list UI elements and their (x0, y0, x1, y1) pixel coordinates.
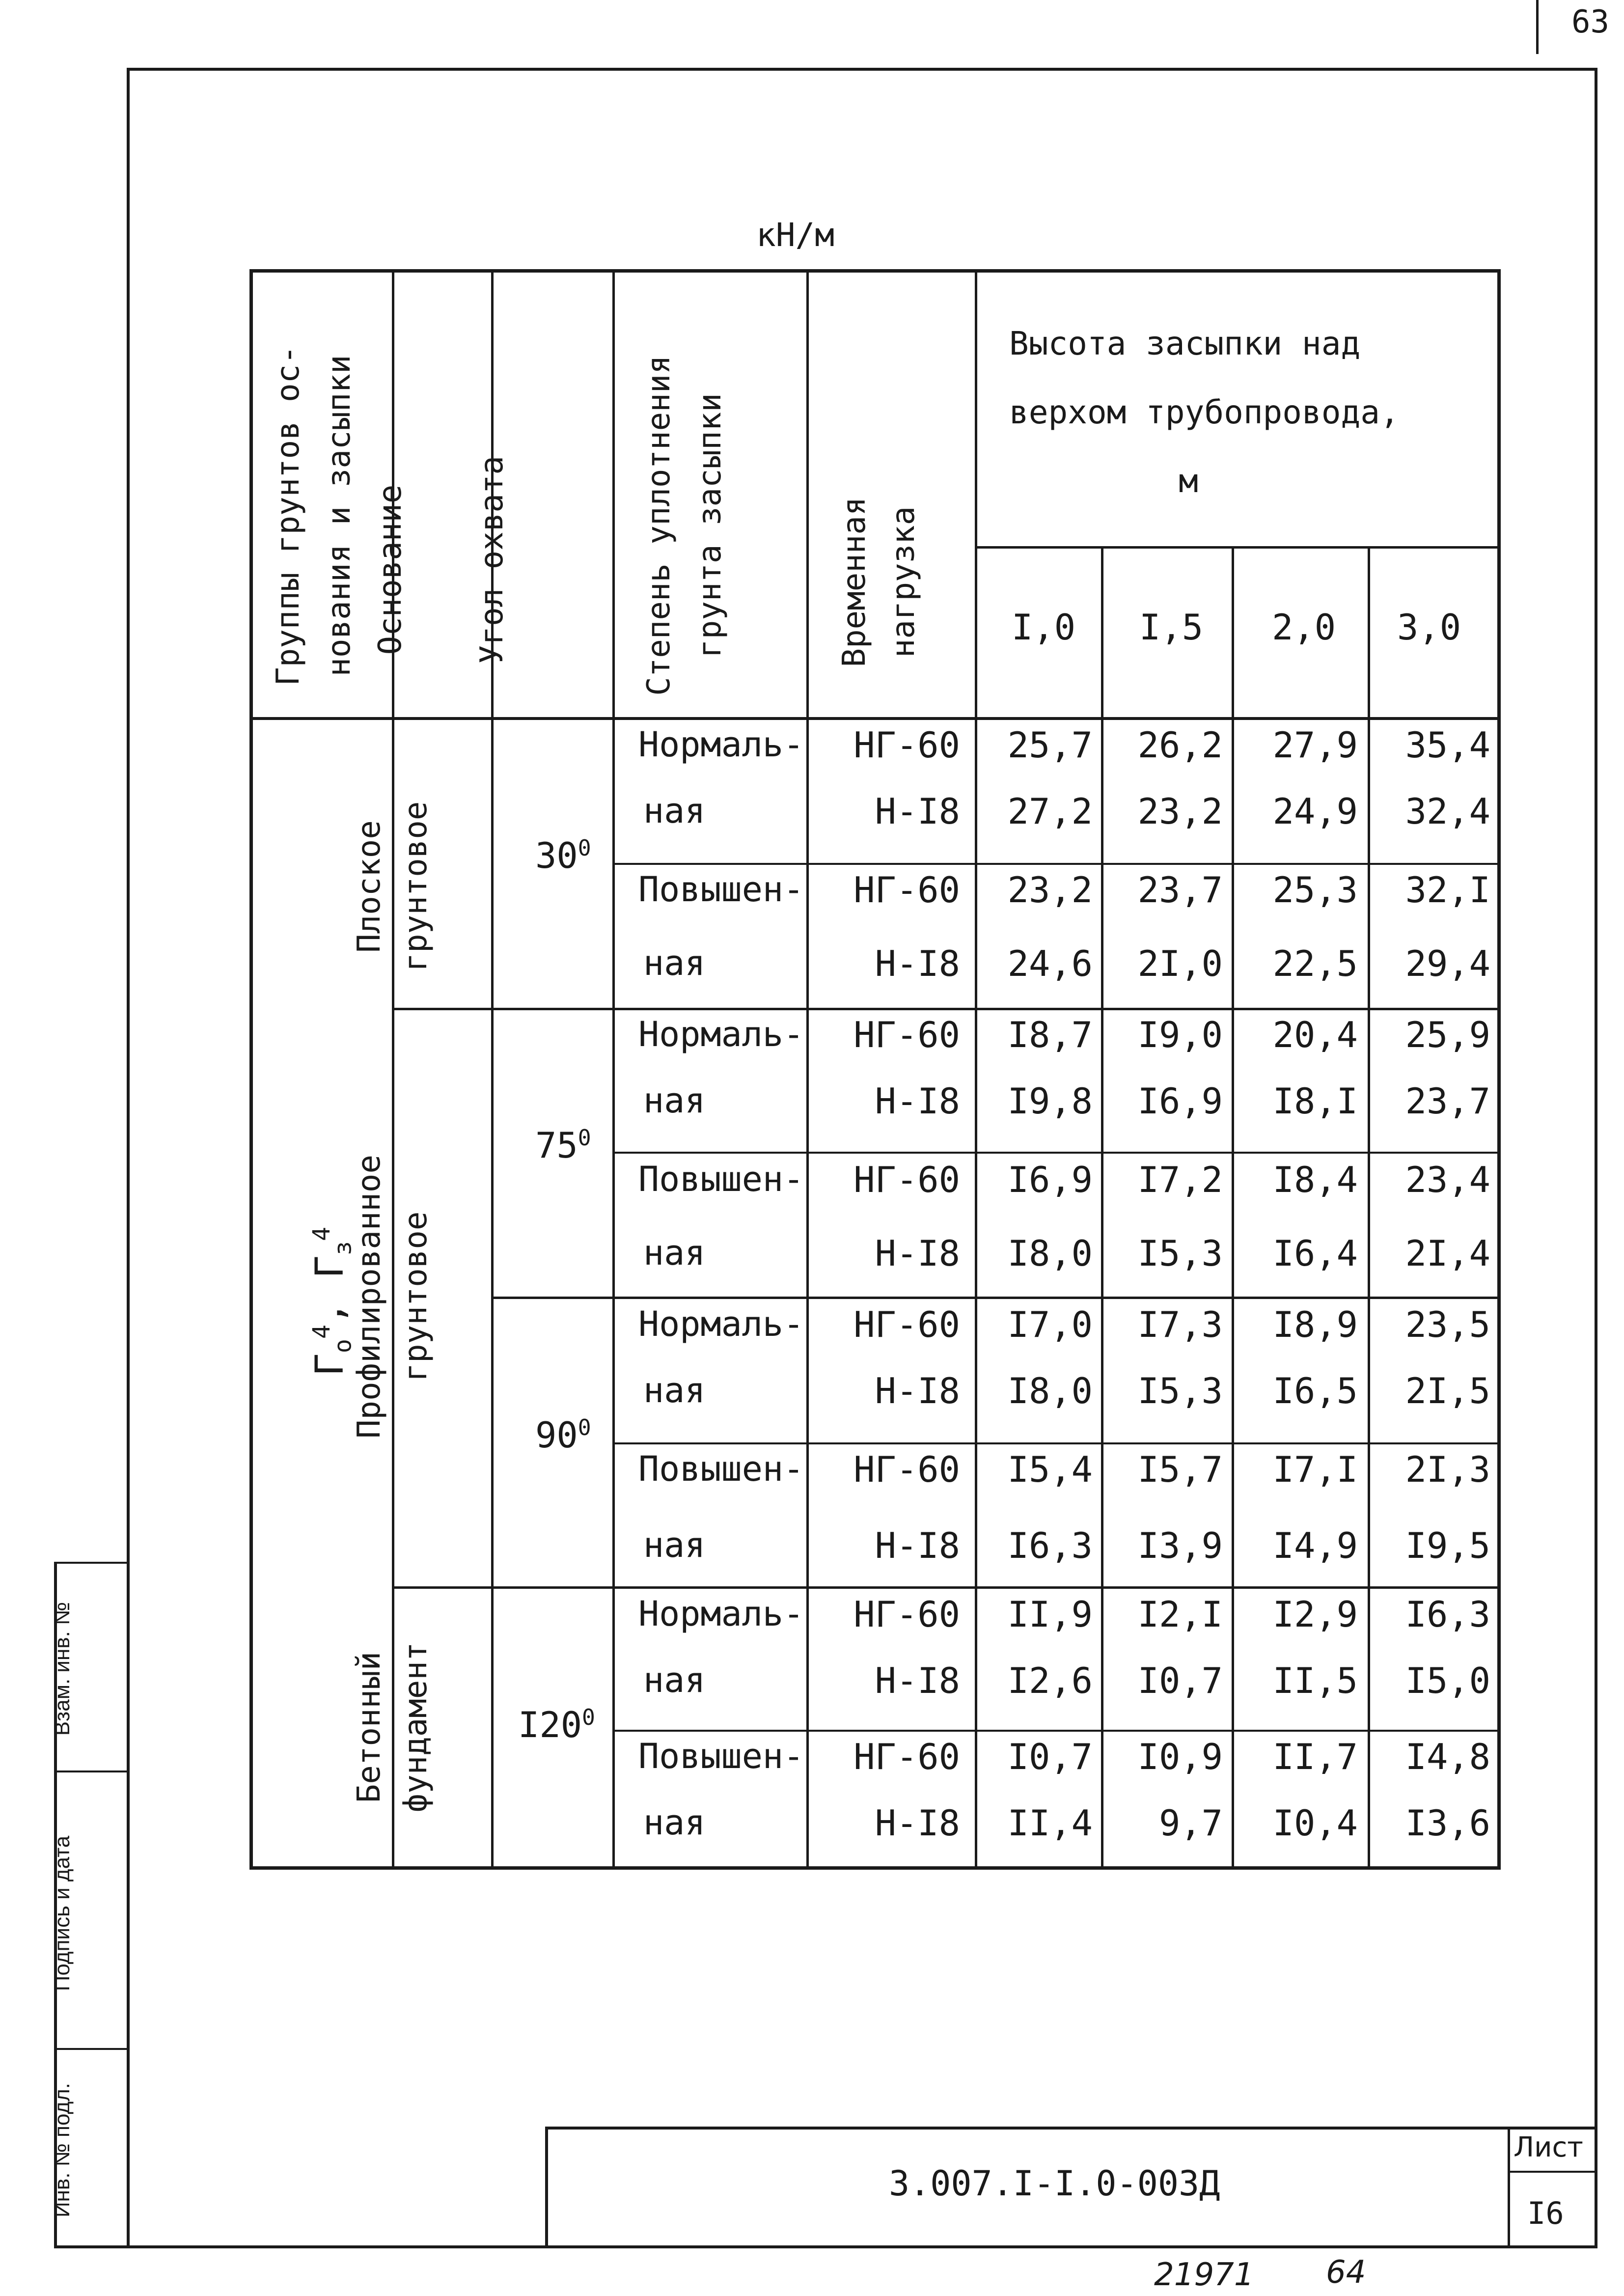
value-cell: I8,I (1272, 1080, 1358, 1122)
load-label: НГ-60 (853, 869, 960, 911)
page-number-divider (1536, 0, 1539, 54)
value-cell: 25,3 (1272, 869, 1358, 911)
stamp-signature-date: Подпись и дата (50, 1835, 74, 1992)
frame-right (1595, 68, 1597, 2248)
header-base: Основание (372, 484, 409, 655)
value-cell: 2I,3 (1405, 1449, 1490, 1490)
load-label: Н-I8 (875, 1370, 960, 1411)
value-cell: II,9 (1007, 1594, 1093, 1635)
value-cell: I5,4 (1007, 1449, 1093, 1490)
frame-left (127, 68, 130, 2248)
value-cell: I6,4 (1272, 1233, 1358, 1274)
load-label: НГ-60 (853, 1014, 960, 1055)
load-label: Н-I8 (875, 1660, 960, 1701)
height-1-5: I,5 (1139, 607, 1204, 648)
value-cell: 2I,5 (1405, 1370, 1490, 1411)
value-cell: II,4 (1007, 1802, 1093, 1844)
value-cell: I5,0 (1405, 1660, 1490, 1701)
sheet-number: I6 (1527, 2195, 1564, 2231)
value-cell: 24,9 (1272, 791, 1358, 832)
value-cell: I2,9 (1272, 1594, 1358, 1635)
value-cell: I9,0 (1137, 1014, 1223, 1055)
header-compaction: Степень уплотнения грунта засыпки (641, 355, 728, 696)
value-cell: I0,7 (1137, 1660, 1223, 1701)
load-label: НГ-60 (853, 724, 960, 766)
compaction-label: ная (643, 1233, 706, 1273)
value-cell: I4,8 (1405, 1736, 1490, 1777)
value-cell: 35,4 (1405, 724, 1490, 766)
value-cell: I6,5 (1272, 1370, 1358, 1411)
value-cell: I0,4 (1272, 1802, 1358, 1844)
load-label: Н-I8 (875, 1233, 960, 1274)
value-cell: 25,7 (1007, 724, 1093, 766)
units-label: кН/м (756, 216, 834, 254)
angle-30: $30^0$ (535, 835, 591, 876)
height-1-0: I,0 (1012, 607, 1076, 648)
load-label: НГ-60 (853, 1159, 960, 1200)
value-cell: 29,4 (1405, 943, 1490, 984)
value-cell: I8,7 (1007, 1014, 1093, 1055)
height-3-0: 3,0 (1397, 607, 1461, 648)
base-profiled: Профилированное грунтовое (351, 1155, 434, 1438)
value-cell: I8,4 (1272, 1159, 1358, 1200)
value-cell: II,7 (1272, 1736, 1358, 1777)
stamp-inv-original: Инв. № подл. (50, 2082, 74, 2218)
base-concrete: Бетонный фундамент (351, 1642, 434, 1813)
compaction-label: ная (643, 1660, 706, 1700)
value-cell: 26,2 (1137, 724, 1223, 766)
value-cell: 27,2 (1007, 791, 1093, 832)
value-cell: 24,6 (1007, 943, 1093, 984)
angle-75: $75^0$ (535, 1125, 591, 1166)
value-cell: 9,7 (1158, 1802, 1223, 1844)
value-cell: I5,3 (1137, 1370, 1223, 1411)
value-cell: I0,9 (1137, 1736, 1223, 1777)
header-soil-groups: Группы грунтов ос- нования и засыпки (270, 345, 358, 686)
load-label: НГ-60 (853, 1594, 960, 1635)
value-cell: I7,I (1272, 1449, 1358, 1490)
frame-bottom (54, 2245, 1597, 2248)
soil-group-value: $Г_о^4$, $Г_з^4$ (308, 1226, 357, 1377)
value-cell: 32,4 (1405, 791, 1490, 832)
load-label: НГ-60 (853, 1736, 960, 1777)
compaction-label: Повышен- (638, 869, 804, 910)
compaction-label: ная (643, 1802, 706, 1843)
value-cell: I6,9 (1137, 1080, 1223, 1122)
load-label: Н-I8 (875, 943, 960, 984)
value-cell: I2,I (1137, 1594, 1223, 1635)
value-cell: I3,6 (1405, 1802, 1490, 1844)
value-cell: I5,7 (1137, 1449, 1223, 1490)
value-cell: I2,6 (1007, 1660, 1093, 1701)
value-cell: I7,3 (1137, 1304, 1223, 1345)
value-cell: 2I,0 (1137, 943, 1223, 984)
value-cell: I6,3 (1007, 1525, 1093, 1566)
value-cell: I9,5 (1405, 1525, 1490, 1566)
value-cell: 22,5 (1272, 943, 1358, 984)
compaction-label: ная (643, 1080, 706, 1121)
value-cell: 23,7 (1137, 869, 1223, 911)
value-cell: 23,2 (1007, 869, 1093, 911)
compaction-label: ная (643, 1525, 706, 1565)
compaction-label: Повышен- (638, 1449, 804, 1489)
frame-top (127, 68, 1597, 71)
value-cell: I9,8 (1007, 1080, 1093, 1122)
compaction-label: Повышен- (638, 1159, 804, 1199)
load-label: Н-I8 (875, 1080, 960, 1122)
base-flat: Плоское грунтовое (351, 801, 434, 972)
value-cell: 2I,4 (1405, 1233, 1490, 1274)
load-label: НГ-60 (853, 1304, 960, 1345)
compaction-label: Нормаль- (638, 724, 804, 765)
value-cell: I4,9 (1272, 1525, 1358, 1566)
compaction-label: Нормаль- (638, 1304, 804, 1344)
compaction-label: Повышен- (638, 1736, 804, 1776)
load-label: НГ-60 (853, 1449, 960, 1490)
value-cell: I7,2 (1137, 1159, 1223, 1200)
compaction-label: Нормаль- (638, 1594, 804, 1634)
sheet-label: Лист (1514, 2131, 1583, 2163)
value-cell: 32,I (1405, 869, 1490, 911)
load-label: Н-I8 (875, 1525, 960, 1566)
value-cell: 27,9 (1272, 724, 1358, 766)
header-load: Временная нагрузка (836, 497, 922, 667)
value-cell: I5,3 (1137, 1233, 1223, 1274)
value-cell: 23,4 (1405, 1159, 1490, 1200)
value-cell: I8,0 (1007, 1233, 1093, 1274)
value-cell: II,5 (1272, 1660, 1358, 1701)
height-2-0: 2,0 (1272, 607, 1336, 648)
compaction-label: ная (643, 1370, 706, 1411)
compaction-label: ная (643, 791, 706, 831)
angle-90: $90^0$ (535, 1414, 591, 1456)
page-number: 63 (1571, 4, 1610, 40)
value-cell: I8,0 (1007, 1370, 1093, 1411)
value-cell: 25,9 (1405, 1014, 1490, 1055)
footer-number-2: 64 (1326, 2254, 1366, 2291)
value-cell: I7,0 (1007, 1304, 1093, 1345)
document-code: 3.007.I-I.0-003Д (889, 2163, 1220, 2204)
footer-number-1: 21971 (1154, 2257, 1254, 2293)
value-cell: 23,7 (1405, 1080, 1490, 1122)
compaction-label: Нормаль- (638, 1014, 804, 1054)
value-cell: 23,2 (1137, 791, 1223, 832)
stamp-replacement-inv: Взам. инв. № (50, 1602, 74, 1736)
value-cell: I3,9 (1137, 1525, 1223, 1566)
load-label: Н-I8 (875, 1802, 960, 1844)
value-cell: I6,9 (1007, 1159, 1093, 1200)
value-cell: 23,5 (1405, 1304, 1490, 1345)
load-label: Н-I8 (875, 791, 960, 832)
value-cell: 20,4 (1272, 1014, 1358, 1055)
value-cell: I0,7 (1007, 1736, 1093, 1777)
header-angle: Угол охвата (474, 456, 510, 664)
header-height: Высота засыпки над верхом трубопровода, м (1009, 325, 1400, 500)
value-cell: I6,3 (1405, 1594, 1490, 1635)
value-cell: I8,9 (1272, 1304, 1358, 1345)
angle-120: $I20^0$ (518, 1704, 595, 1745)
compaction-label: ная (643, 943, 706, 983)
